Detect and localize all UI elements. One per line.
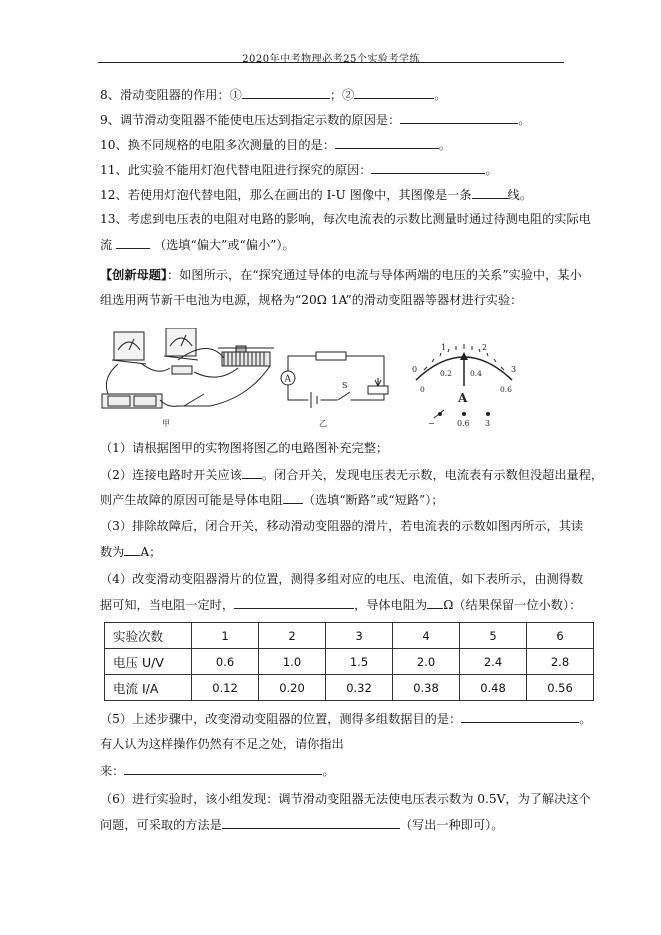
table-cell: 0.38 [393, 675, 460, 701]
table-cell: 0.56 [527, 675, 594, 701]
apparatus-illustration [102, 328, 274, 408]
s3-text-a: 数为 [100, 545, 125, 559]
meter-top-tick-3: 3 [511, 365, 517, 374]
table-cell: 1.0 [259, 649, 326, 675]
data-table [104, 622, 594, 701]
ammeter-dial [416, 344, 512, 418]
terminal-3: 3 [485, 419, 491, 428]
table-cell: 0.48 [460, 675, 527, 701]
table-cell: 2.4 [460, 649, 527, 675]
experiment-figure [98, 328, 538, 428]
s5-end-1: 。 [579, 712, 592, 726]
terminal-minus: − [428, 419, 435, 428]
circuit-diagram [281, 352, 388, 408]
question-9 [100, 111, 530, 128]
table-cell: 0.6 [192, 649, 259, 675]
meter-top-tick-2: 2 [482, 343, 488, 352]
table-cell: 1.5 [326, 649, 393, 675]
figure-label-yi: 乙 [319, 419, 327, 428]
innovation-line-2: 组选用两节新干电池为电源，规格为“20Ω 1A”的滑动变阻器等器材进行实验： [100, 293, 523, 307]
q13-text-a: 流 [100, 238, 113, 252]
table-cell: 0.20 [259, 675, 326, 701]
table-voltage-label: 电压 U/V [105, 649, 192, 675]
table-cell: 0.32 [326, 675, 393, 701]
page-header-title: 2020年中考物理必考25个实验考学练 [242, 54, 420, 65]
s2-blank-2[interactable] [283, 491, 303, 504]
meter-unit-label: A [458, 391, 468, 405]
s5-blank-1[interactable] [461, 710, 579, 723]
meter-bottom-tick-0: 0 [420, 385, 425, 394]
s6-text-a: 问题，可采取的方法是 [100, 818, 222, 832]
table-cell: 2 [259, 623, 326, 649]
table-header-label: 实验次数 [105, 623, 192, 649]
q13-text-b: （选填“偏大”或“偏小”）。 [153, 238, 295, 252]
q8-blank-2[interactable] [354, 86, 434, 99]
s2-text-d: （选填“断路”或“短路”）； [302, 493, 444, 507]
s5-text-c: 来： [100, 764, 125, 778]
sub-question-2-line-2 [100, 491, 444, 508]
sub-question-6-line-1: （6）进行实验时，该小组发现：调节滑动变阻器无法使电压表示数为 0.5V，为了解决这个 [100, 792, 591, 806]
q8-text-a: 8、滑动变阻器的作用：① [100, 88, 242, 102]
question-11 [100, 161, 498, 178]
circuit-ammeter-label: A [284, 374, 291, 385]
table-cell: 2.8 [527, 649, 594, 675]
q12-blank[interactable] [472, 186, 508, 199]
table-cell: 4 [393, 623, 460, 649]
table-cell: 6 [527, 623, 594, 649]
table-row-voltage [105, 649, 594, 675]
circuit-switch-label: S [342, 381, 348, 390]
table-cell: 0.12 [192, 675, 259, 701]
table-current-label: 电流 I/A [105, 675, 192, 701]
table-row-current [105, 675, 594, 701]
innovation-line-1 [100, 267, 582, 283]
table-cell: 1 [192, 623, 259, 649]
sub-question-4-line-1: （4）改变滑动变阻器滑片的位置，测得多组对应的电压、电流值，如下表所示，由测得数 [100, 572, 584, 586]
sub-question-5-line-2: 有人认为这样操作仍然有不足之处，请你指出 [100, 737, 344, 751]
s5-blank-2[interactable] [124, 762, 322, 775]
s2-text-b: 。闭合开关，发现电压表无示数，电流表有示数但没超出量程， [261, 468, 604, 482]
sub-question-3-line-1: （3）排除故障后，闭合开关，移动滑动变阻器的滑片，若电流表的示数如图丙所示，其读 [100, 519, 584, 533]
meter-bottom-tick-3: 0.6 [500, 385, 512, 394]
q11-end: 。 [485, 163, 498, 177]
q10-blank[interactable] [335, 136, 439, 149]
table-cell: 3 [326, 623, 393, 649]
s2-text-c: 则产生故障的原因可能是导体电阻 [100, 493, 283, 507]
meter-top-tick-0: 0 [412, 365, 418, 374]
meter-top-tick-1: 1 [441, 343, 447, 352]
sub-question-3-line-2 [100, 543, 161, 560]
table-cell: 5 [460, 623, 527, 649]
q12-end: 线。 [507, 188, 532, 202]
question-12 [100, 186, 532, 203]
q11-blank[interactable] [371, 161, 485, 174]
meter-bottom-tick-2: 0.4 [470, 369, 482, 378]
s4-text-a: 据可知，当电阻一定时， [100, 598, 235, 612]
s4-blank-2[interactable] [427, 596, 443, 609]
table-row-trials [105, 623, 594, 649]
q11-text: 11、此实验不能用灯泡代替电阻进行探究的原因： [100, 163, 372, 177]
q9-text: 9、调节滑动变阻器不能使电压达到指定示数的原因是： [100, 113, 401, 127]
q10-text: 10、换不同规格的电阻多次测量的目的是： [100, 138, 335, 152]
s4-blank-1[interactable] [234, 596, 354, 609]
question-13-line-2 [100, 236, 295, 253]
q10-end: 。 [438, 138, 452, 152]
q12-text: 12、若使用灯泡代替电阻，那么在画出的 I-U 图像中，其图像是一条 [100, 188, 472, 202]
table-cell: 2.0 [393, 649, 460, 675]
s4-text-b: ，导体电阻为 [354, 598, 428, 612]
innovation-label: 【创新母题】 [100, 268, 168, 282]
sub-question-5-line-1 [100, 710, 591, 727]
sub-question-6-line-2 [100, 816, 503, 833]
question-8 [100, 86, 446, 103]
question-10 [100, 136, 451, 153]
sub-question-4-line-2 [100, 596, 581, 613]
q9-end: 。 [518, 113, 531, 127]
q9-blank[interactable] [400, 111, 518, 124]
figure-label-jia: 甲 [162, 419, 170, 428]
meter-bottom-tick-1: 0.2 [440, 369, 452, 378]
s4-text-c: Ω（结果保留一位小数）： [443, 598, 582, 612]
sub-question-2-line-1 [100, 466, 603, 483]
q8-text-b: ；② [329, 88, 355, 102]
q8-end: 。 [434, 88, 447, 102]
s3-blank[interactable] [124, 543, 140, 556]
sub-question-1: （1）请根据图甲的实物图将图乙的电路图补充完整； [100, 441, 389, 455]
s2-text-a: （2）连接电路时开关应该 [100, 468, 242, 482]
s6-blank[interactable] [222, 816, 400, 829]
s2-blank-1[interactable] [242, 466, 262, 479]
innovation-text-1: ：如图所示，在“探究通过导体的电流与导体两端的电压的关系”实验中，某小 [167, 268, 582, 282]
sub-question-5-line-3 [100, 762, 335, 779]
s5-end-2: 。 [322, 764, 335, 778]
s6-text-b: （写出一种即可）。 [399, 818, 504, 832]
s5-text-a: （5）上述步骤中，改变滑动变阻器的位置，测得多组数据目的是： [100, 712, 462, 726]
q8-blank-1[interactable] [242, 86, 330, 99]
question-13-line-1: 13、考虑到电压表的电阻对电路的影响，每次电流表的示数比测量时通过待测电阻的实际电 [100, 212, 591, 226]
terminal-0-6: 0.6 [457, 419, 470, 428]
header-rule [98, 62, 564, 63]
q13-blank[interactable] [116, 236, 150, 249]
s3-text-b: A； [140, 545, 162, 559]
